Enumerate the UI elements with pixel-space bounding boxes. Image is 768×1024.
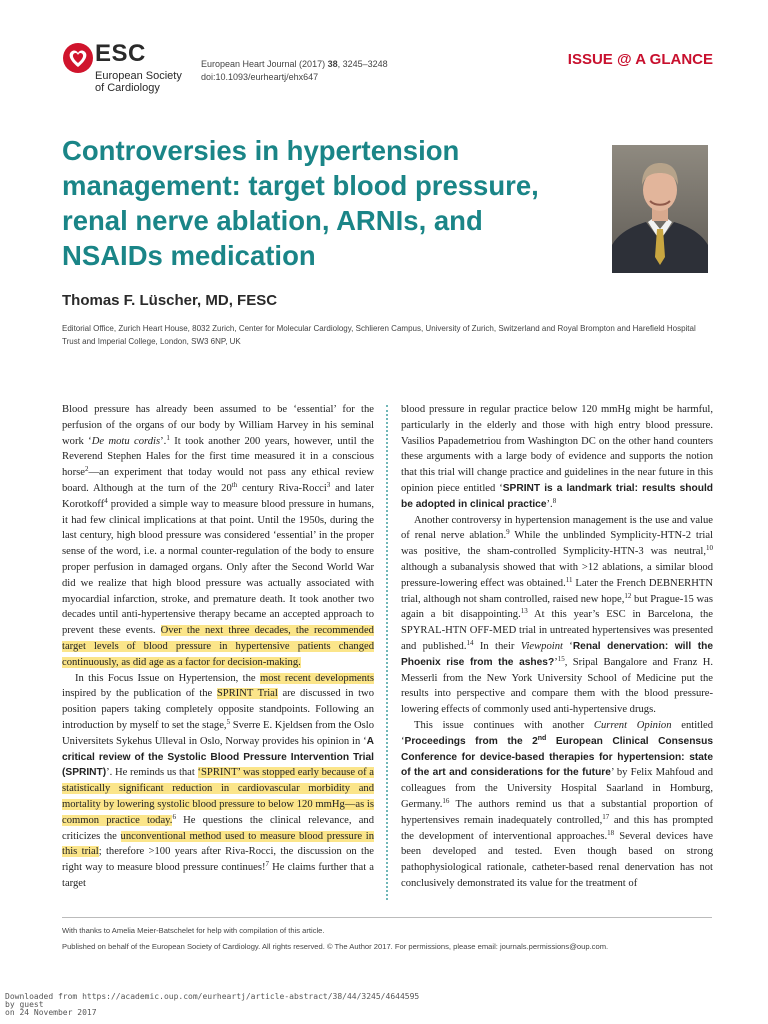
author-portrait-icon: [612, 145, 708, 273]
heart-icon: [62, 42, 94, 74]
highlighted-text: unconventional method used to measure blood pressure in this trial: [62, 830, 374, 858]
doi-link[interactable]: doi:10.1093/eurheartj/ehx647: [201, 71, 319, 82]
article-title: Controversies in hypertension management: target blood pressure, renal nerve ablation, ARNIs, and NSAIDs medication: [62, 135, 539, 271]
paragraph: This issue continues with another Current Opinion entitled ‘Proceedings from the 2nd European Clinical Consensus Conference for device-based therapies for hypertension: state of the art and considerations for the future’ by Felix Mahfoud and colleagues from the University Hospital Saarland in Homburg, Germany.$^{16}$ The authors remind us that a substantial proportion of hypertensives remain inadequately controlled,$^{17}$ and this has prompted the development of interventional approaches.$^{18}$ Several devices have been developed and tested. Even though based on strong pathophysiological rationale, catheter-based renal denervation has not conclusively demonstrated its value for the treatment of: [401, 719, 714, 889]
highlighted-text: most recent developments: [259, 672, 374, 684]
paragraph: In this Focus Issue on Hypertension, the most recent developments inspired by the publication of the SPRINT Trial are discussed in two position papers taking completely opposite standpoints. Following an introduction by myself to set the stage,$^5$ Sverre E. Kjeldsen from the Oslo Universitets Sykehus Ulleval in Oslo, Norway provides his opinion in ‘A critical review of the Systolic Blood Pressure Intervention Trial (SPRINT)’. He reminds us that ‘SPRINT’ was stopped early because of a statistically significant reduction in cardiovascular morbidity and mortality by lowering systolic blood pressure to below 120 mmHg—as is common practice today.$^6$ He questions the clinical relevance, and criticizes the unconventional method used to measure blood pressure in this trial; therefore >100 years after Riva-Rocci, the discussion on the right way to measure blood pressure continues!$^7$ He claims further that a target: [62, 672, 375, 889]
right-column: [401, 402, 713, 892]
copyright-notice: Published on behalf of the European Society of Cardiology. All rights reserved. © The Author 2017. For permissions, please email: journals.permissions@oup.com.: [62, 942, 609, 951]
esc-logo: [62, 40, 192, 96]
left-column: [62, 402, 374, 892]
paragraph: blood pressure in regular practice below 120 mmHg might be harmful, particularly in the elderly and those with high entry blood pressure. Vasilios Papademetriou from Washington DC on the other hand counters these arguments with a large body of evidence and supports the notion that this trial will change practice and guidelines in the near future in this opinion piece entitled ‘SPRINT is a landmark trial: results should be adopted in clinical practice’.$^8$: [401, 404, 713, 510]
paragraph: Another controversy in hypertension management is the use and value of renal nerve ablation.$^9$ While the unblinded Symplicity-HTN-2 trial was positive, the sham-controlled Symplicity-HTN-3 was neutral,$^{10}$ although a subanalysis showed that with >12 ablations, a similar blood pressure-lowering effect was obtained.$^{11}$ Later the French DEBNERHTN trial, although not sham controlled, raised new hope,$^{12}$ but Prague-15 was again a bit disappointing.$^{13}$ At this year’s ESC in Barcelona, the SPYRAL-HTN OFF-MED trial in untreated hypertensives was presented and published.$^{14}$ In their Viewpoint ‘Renal denervation: will the Phoenix rise from the ashes?’$^{15}$, Sripal Bangalore and Franz H. Messerli from the New York University School of Medicine put the results into perspective and compare them with the blood pressure-lowering effects of commonly used anti-hypertensive drugs.: [401, 514, 714, 716]
author-affiliation: Editorial Office, Zurich Heart House, 8032 Zurich, Center for Molecular Cardiology, Schlieren Campus, University of Zurich, Switzerland and Royal Brompton and Harefield Hospital Trust and Imperial College, London, SW3 6NP, UK: [62, 324, 696, 346]
section-label: ISSUE @ A GLANCE: [567, 51, 713, 68]
author-name: Thomas F. Lüscher, MD, FESC: [62, 292, 278, 309]
acknowledgement: With thanks to Amelia Meier-Batschelet for help with compilation of this article.: [62, 926, 325, 935]
highlighted-text: SPRINT Trial: [216, 688, 278, 700]
highlighted-text: ‘SPRINT’ was stopped early because of a statistically significant reduction in cardiovascular morbidity and mortality by lowering systolic blood pressure to below 120 mmHg—as is common practice today.: [62, 767, 374, 826]
paragraph: Blood pressure has already been assumed to be ‘essential’ for the perfusion of the organs of our body by William Harvey in his seminal work ‘De motu cordis’.$^1$ It took another 200 years, however, until the Reverend Stephen Hales for the first time measured it in a conscious horse$^2$—an experiment that today would not pass any ethical review board. Although at the turn of the 20th century Riva-Rocci$^3$ and later Korotkoff$^4$ provided a simple way to measure blood pressure in humans, it had few clinical implications at that point. Until the 1950s, during the last century, high blood pressure was considered ‘essential’ in the proper sense of the word, i.e. a normal counter-regulation of the body to ensure proper perfusion in damaged organs. Only after the Second World War did we realize that high blood pressure was actually associated with myocardial infarction, stroke, and premature death. It took another two decades until anti-hypertensive therapy became an accepted approach to prevent these events. Over the next three decades, the recommended target levels of blood pressure in hypertensive patients changed continuously, as did age as a factor for decision-making.: [62, 404, 374, 668]
logo-name: European Society of Cardiology: [95, 70, 182, 94]
highlighted-text: Over the next three decades, the recommended target levels of blood pressure in hypertensive patients changed continuously, as did age as a factor for decision-making.: [62, 625, 374, 668]
journal-citation: European Heart Journal (2017) 38, 3245–3248 doi:10.1093/eurheartj/ehx647: [201, 59, 388, 82]
footer-rule: [62, 917, 712, 918]
download-stamp: Downloaded from https://academic.oup.com/eurheartj/article-abstract/38/44/3245/4644595 by guest on 24 November 2017: [5, 992, 420, 1018]
logo-acronym: ESC: [95, 40, 146, 67]
column-divider: [386, 405, 388, 900]
